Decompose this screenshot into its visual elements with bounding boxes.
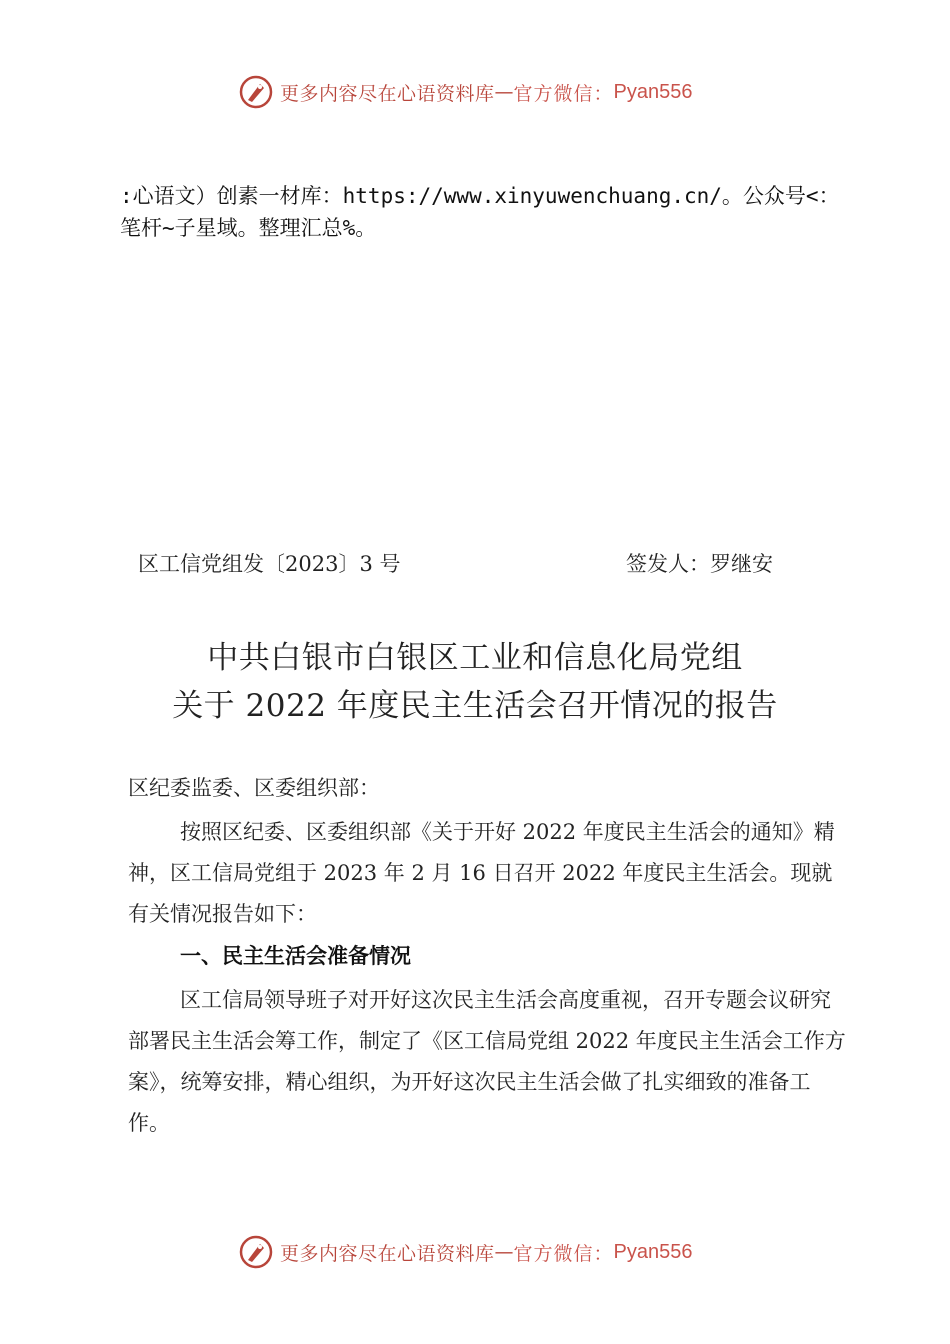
banner-wechat-label: 官方微信： bbox=[513, 1242, 614, 1265]
banner-dash: — bbox=[494, 1241, 514, 1263]
banner-lead-text: 更多内容尽在心语资料库 bbox=[280, 82, 495, 105]
banner-dash: — bbox=[494, 81, 514, 103]
section-heading-1: 一、民主生活会准备情况 bbox=[180, 944, 411, 968]
banner-lead-text: 更多内容尽在心语资料库 bbox=[280, 1242, 495, 1265]
addressee: 区纪委监委、区委组织部： bbox=[128, 776, 380, 800]
pen-nib-circle-icon bbox=[238, 1234, 274, 1270]
watermark-banner-top bbox=[238, 72, 693, 112]
paragraph-preparation: 区工信局领导班子对开好这次民主生活会高度重视，召开专题会议研究部署民主生活会筹工作，制定了《区工信局党组 2022 年度民主生活会工作方案》，统筹安排，精心组织，为开好这次民主生活会做了扎实细致的准备工作。 bbox=[128, 988, 846, 1135]
document-number: 区工信党组发〔2023〕3 号 bbox=[138, 552, 401, 576]
page-title-line-1: 中共白银市白银区工业和信息化局党组 bbox=[207, 640, 743, 676]
watermark-banner-bottom bbox=[238, 1232, 693, 1272]
source-note: :心语文）创素一材库：https://www.xinyuwenchuang.cn/。公众号<：笔杆~子星域。整理汇总%。 bbox=[120, 184, 840, 240]
banner-wechat-id: Pyan556 bbox=[613, 1240, 693, 1263]
banner-wechat-id: Pyan556 bbox=[613, 80, 693, 103]
banner-wechat-label: 官方微信： bbox=[513, 82, 614, 105]
page-title-line-2: 关于 2022 年度民主生活会召开情况的报告 bbox=[172, 688, 778, 724]
paragraph-intro: 按照区纪委、区委组织部《关于开好 2022 年度民主生活会的通知》精神，区工信局党组于 2023 年 2 月 16 日召开 2022 年度民主生活会。现就有关情况报告如下： bbox=[128, 820, 835, 926]
signer: 签发人：罗继安 bbox=[626, 552, 773, 576]
pen-nib-circle-icon bbox=[238, 74, 274, 110]
